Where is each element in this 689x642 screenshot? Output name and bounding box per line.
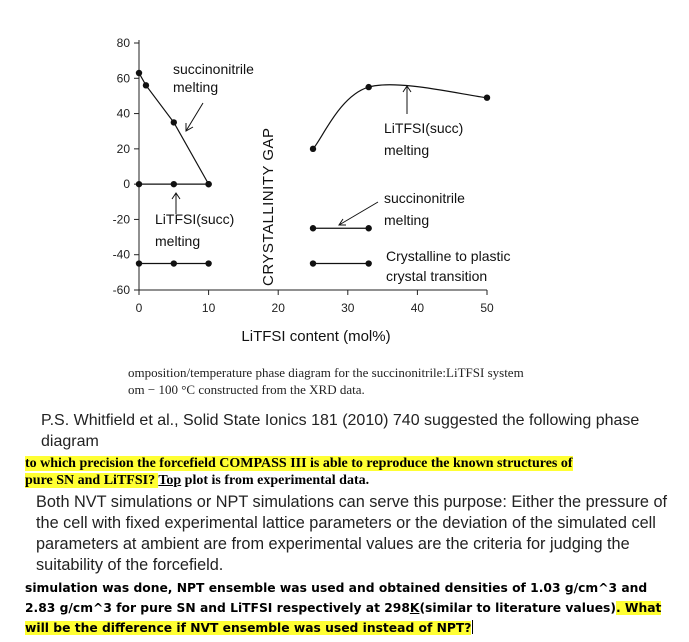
y-tick-label: -60 [112,283,130,297]
x-tick-label: 30 [341,301,355,315]
data-point [205,260,211,266]
data-point [310,225,316,231]
y-tick-label: 0 [123,177,130,192]
y-tick-label: -40 [112,247,130,262]
text-cursor [472,620,473,634]
y-tick-label: -20 [112,212,130,227]
annot-sn-melting-l2: melting [173,79,219,95]
question-2-k: K [409,601,420,615]
data-point [171,119,177,125]
annotation-arrows [172,86,411,225]
data-point [143,82,149,88]
annot-litfsi-right-l2: melting [384,142,430,158]
x-tick-label: 20 [271,301,285,315]
annot-sn-right-l2: melting [384,212,430,228]
annot-sn-melting-l1: succinonitrile [173,61,254,77]
data-point [136,260,142,266]
x-tick-label: 10 [201,301,216,315]
annot-transition-l1: Crystalline to plastic [386,248,511,264]
question-1-line-1: to which precision the forcefield COMPASS III is able to reproduce the known structures of [25,456,573,471]
figure-caption [128,364,668,398]
reference-paragraph: P.S. Whitfield et al., Solid State Ionics 181 (2010) 740 suggested the following phase diagram [41,412,640,450]
data-point [171,181,177,187]
arrow-sn-right [339,202,378,225]
data-point [484,94,490,100]
question-2-b: (similar to literature values) [419,601,616,615]
x-tick-label: 40 [410,301,425,315]
data-point [310,260,316,266]
data-point [205,181,211,187]
data-point [365,260,371,266]
annot-transition-l2: crystal transition [386,268,488,284]
data-point [365,84,371,90]
annot-sn-right-l1: succinonitrile [384,190,465,206]
data-point [136,70,142,76]
y-tick-label: 40 [116,106,130,121]
annot-litfsi-left-l1: LiTFSI(succ) [155,211,235,227]
data-point [171,260,177,266]
question-1 [25,455,675,489]
question-1-line-2: pure SN and LiTFSI? [25,473,159,488]
question-2 [25,578,680,638]
y-tick-label: 20 [116,141,130,156]
x-tick-label: 50 [480,301,494,315]
question-1-top: Top [158,473,182,488]
caption-line-2: om − 100 °C constructed from the XRD data. [128,382,365,397]
caption-line-1: omposition/temperature phase diagram for the succinonitrile:LiTFSI system [128,365,524,380]
y-tick-label: 60 [116,71,130,86]
x-axis-label: LiTFSI content (mol%) [241,328,391,345]
annot-litfsi-left-l2: melting [155,233,201,249]
y-tick-label: 80 [116,36,130,50]
data-point [310,146,316,152]
simulation-paragraph: Both NVT simulations or NPT simulations can serve this purpose: Either the pressure of the cell with fixed experimental lattice parameters or the deviation of the simulated cell parameters at ambient are from experimental values are the criteria for judging the suitability of the forcefield. [36,493,668,574]
data-point [365,225,371,231]
x-tick-label: 0 [135,301,143,315]
arrow-sn-melting [186,103,203,131]
question-2-a: simulation was done, NPT ensemble was used and obtained densities of 1.03 g/cm^3 and 2.83 g/cm^3 for pure SN and LiTFSI respectively at 298 [25,581,648,615]
question-1-rest: plot is from experimental data. [181,473,370,488]
annot-litfsi-right-l1: LiTFSI(succ) [384,120,464,136]
crystallinity-gap-label: CRYSTALLINITY GAP [260,127,277,286]
data-point [136,181,142,187]
series-curve-3 [313,85,487,149]
question-2-highlight: . What will be the difference if NVT ensemble was used instead of NPT? [25,601,662,635]
